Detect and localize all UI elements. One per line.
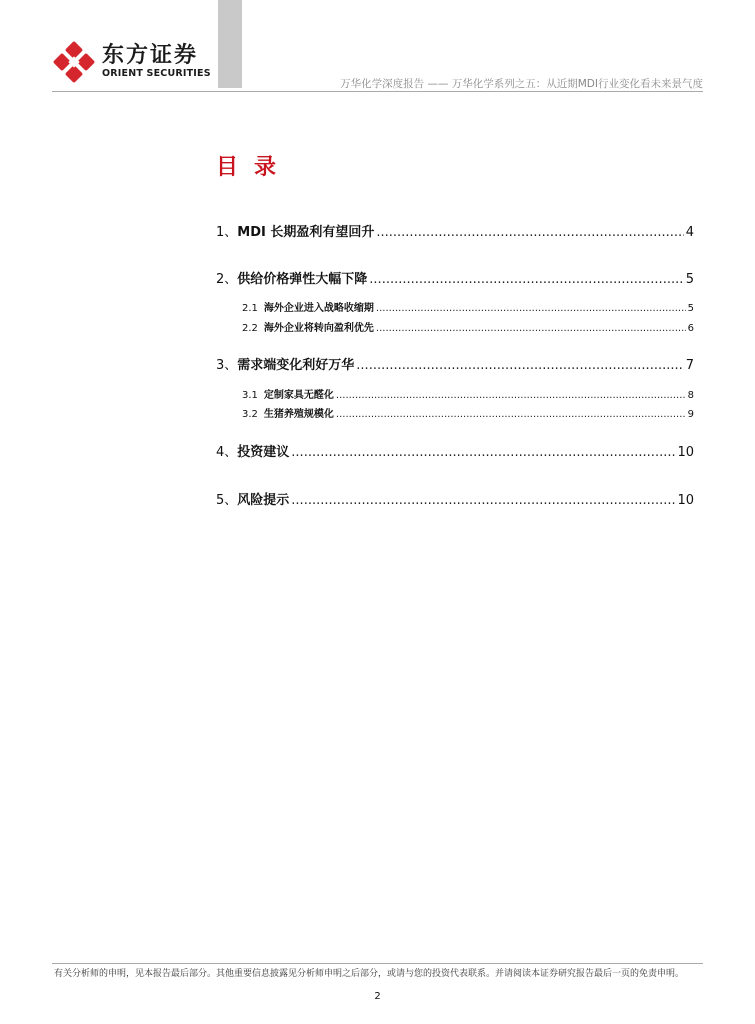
toc-section-number: 2.2: [242, 323, 258, 334]
logo-chinese-name: 东方证券: [102, 43, 199, 68]
toc-entry-2-2[interactable]: [216, 319, 694, 334]
toc-entry-title: 海外企业进入战略收缩期: [263, 303, 374, 314]
toc-entry-page: 7: [685, 358, 694, 373]
report-title-line: 万华化学深度报告 —— 万华化学系列之五：从近期MDI行业变化看未来景气度: [340, 78, 703, 90]
toc-leader-dots: [369, 272, 683, 287]
toc-section-number: 3.1: [242, 390, 258, 401]
toc-entry-page: 5: [685, 272, 694, 287]
toc-leader-dots: [376, 303, 686, 314]
toc-entry-1[interactable]: [216, 221, 694, 240]
toc-entry-number: 3、: [216, 358, 238, 373]
toc-entry-title: 生猪养殖规模化: [263, 409, 334, 420]
page-number: 2: [374, 991, 381, 1002]
toc-leader-dots: [291, 445, 675, 460]
toc-entry-number: 1、: [216, 225, 238, 240]
toc-entry-2[interactable]: [216, 268, 694, 287]
toc-entry-page: 10: [677, 493, 694, 508]
toc-entry-page: 6: [687, 323, 694, 334]
toc-entry-title: 海外企业将转向盈利优先: [263, 323, 374, 334]
toc-leader-dots: [336, 390, 686, 401]
footer-disclaimer: 有关分析师的申明，见本报告最后部分。其他重要信息披露见分析师申明之后部分，或请与您的投资代表联系。并请阅读本证券研究报告最后一页的免责申明。: [54, 969, 685, 979]
header-gray-bar: [218, 0, 242, 88]
toc-entry-number: 4、: [216, 445, 238, 460]
orient-logo-icon: [52, 40, 96, 84]
toc-entry-3[interactable]: [216, 354, 694, 373]
toc-section-number: 2.1: [242, 303, 258, 314]
toc-entry-title: 投资建议: [237, 445, 290, 460]
toc-entry-3-2[interactable]: [216, 405, 694, 420]
toc-entry-number: 2、: [216, 272, 238, 287]
toc-leader-dots: [376, 323, 686, 334]
company-logo: [52, 40, 211, 84]
toc-entry-title: 需求端变化利好万华: [237, 358, 355, 373]
toc-leader-dots: [376, 225, 683, 240]
toc-leader-dots: [291, 493, 675, 508]
toc-entry-page: 9: [687, 409, 694, 420]
toc-entry-page: 4: [685, 225, 694, 240]
toc-entry-title: MDI 长期盈利有望回升: [237, 225, 375, 240]
toc-entry-title: 供给价格弹性大幅下降: [237, 272, 368, 287]
toc-entry-page: 10: [677, 445, 694, 460]
toc-entry-number: 5、: [216, 493, 238, 508]
logo-english-name: ORIENT SECURITIES: [102, 68, 211, 79]
toc-entry-4[interactable]: [216, 441, 694, 460]
toc-leader-dots: [356, 358, 683, 373]
toc-entry-page: 5: [687, 303, 694, 314]
toc-section-number: 3.2: [242, 409, 258, 420]
toc-heading: 目录: [216, 155, 293, 180]
toc-entry-title: 风险提示: [237, 493, 290, 508]
toc-entry-3-1[interactable]: [216, 386, 694, 401]
toc-entry-5[interactable]: [216, 489, 694, 508]
toc-entry-title: 定制家具无醛化: [263, 390, 334, 401]
toc-entry-page: 8: [687, 390, 694, 401]
header-divider: [52, 91, 703, 92]
footer-divider: [52, 963, 703, 964]
toc-entry-2-1[interactable]: [216, 299, 694, 314]
toc-leader-dots: [336, 409, 686, 420]
